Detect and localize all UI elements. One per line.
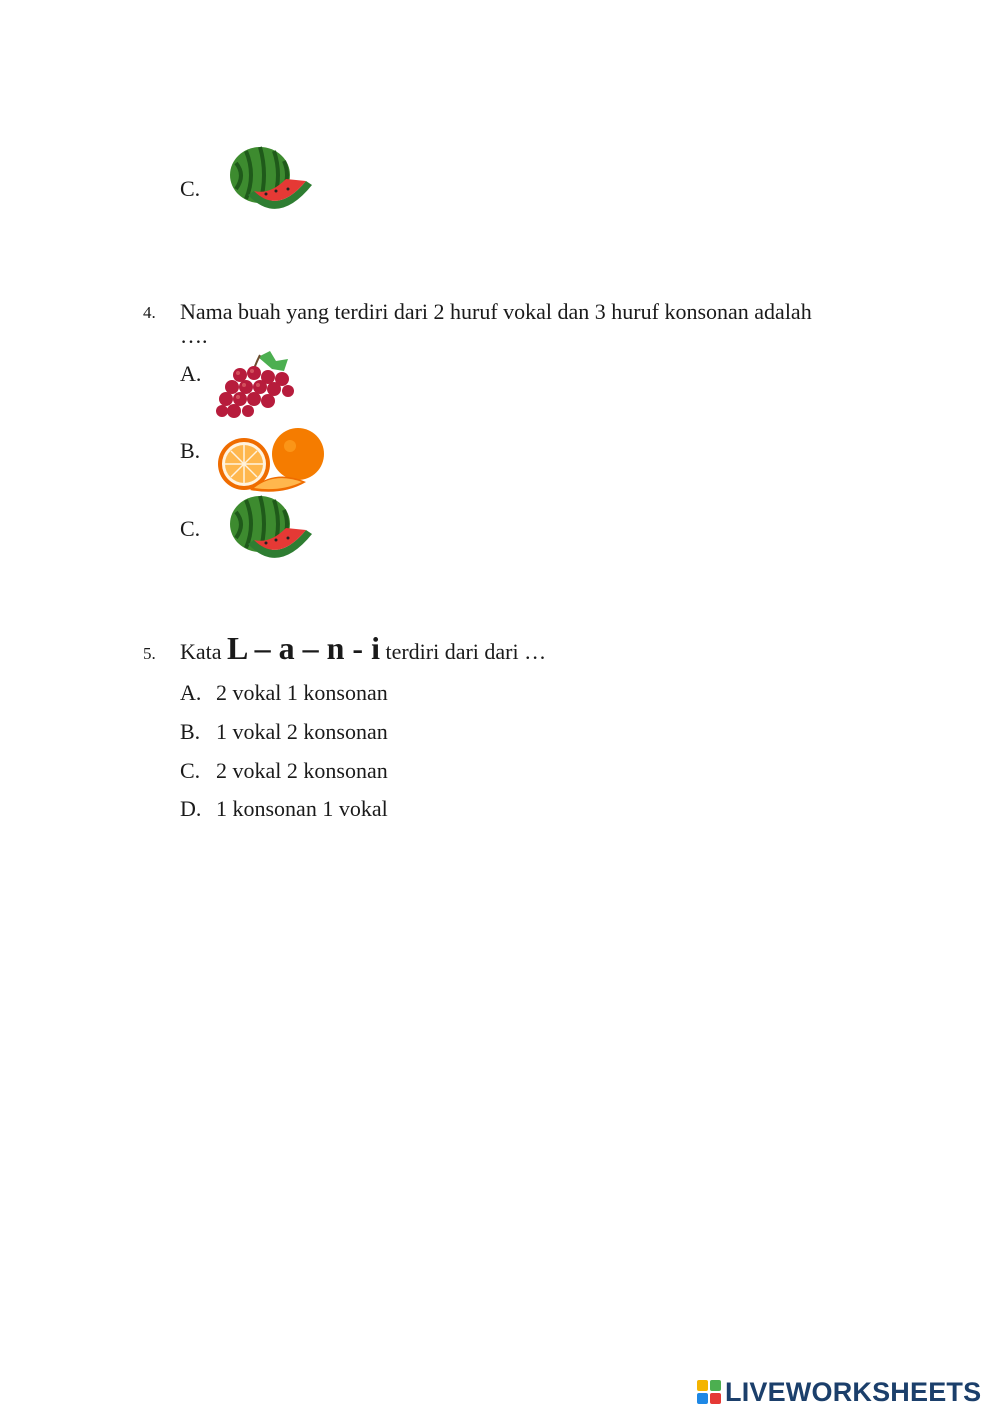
option-text: 1 vokal 2 konsonan: [216, 719, 388, 744]
option-text: 2 vokal 1 konsonan: [216, 680, 388, 705]
option-letter: D.: [180, 796, 202, 821]
watermelon-icon: [226, 145, 316, 221]
grapes-icon: [210, 349, 300, 425]
question-5-suffix: terdiri dari dari …: [385, 639, 547, 664]
question-4-number: 4.: [143, 303, 156, 322]
question-5-prefix: Kata: [180, 639, 222, 664]
question-5-option-a[interactable]: [180, 680, 388, 706]
option-text: 2 vokal 2 konsonan: [216, 758, 388, 783]
option-letter: B.: [180, 719, 201, 744]
liveworksheets-logo-icon: [697, 1380, 721, 1404]
option-text: 1 konsonan 1 vokal: [216, 796, 388, 821]
question-5-option-d[interactable]: [180, 796, 388, 822]
question-5-word: L – a – n - i: [227, 630, 380, 666]
question-4-text: Nama buah yang terdiri dari 2 huruf vokal dan 3 huruf konsonan adalah: [180, 299, 812, 324]
question-5-number: 5.: [143, 644, 156, 663]
option-letter: A.: [180, 680, 202, 705]
question-4-option-a-letter: A.: [180, 361, 202, 386]
question-4-ellipsis: ….: [180, 323, 208, 348]
orange-icon: [214, 424, 326, 492]
liveworksheets-logo[interactable]: [697, 1377, 981, 1407]
question-5-option-c[interactable]: [180, 758, 388, 784]
option-letter: C.: [180, 758, 201, 783]
question-4-option-c-letter: C.: [180, 516, 201, 541]
question-4-option-b-letter: B.: [180, 438, 201, 463]
question-5-text: [180, 630, 546, 667]
question-5-option-b[interactable]: [180, 719, 388, 745]
watermelon-icon: [226, 494, 316, 570]
prev-option-c-letter: C.: [180, 176, 201, 201]
liveworksheets-brand: LIVEWORKSHEETS: [725, 1376, 982, 1407]
